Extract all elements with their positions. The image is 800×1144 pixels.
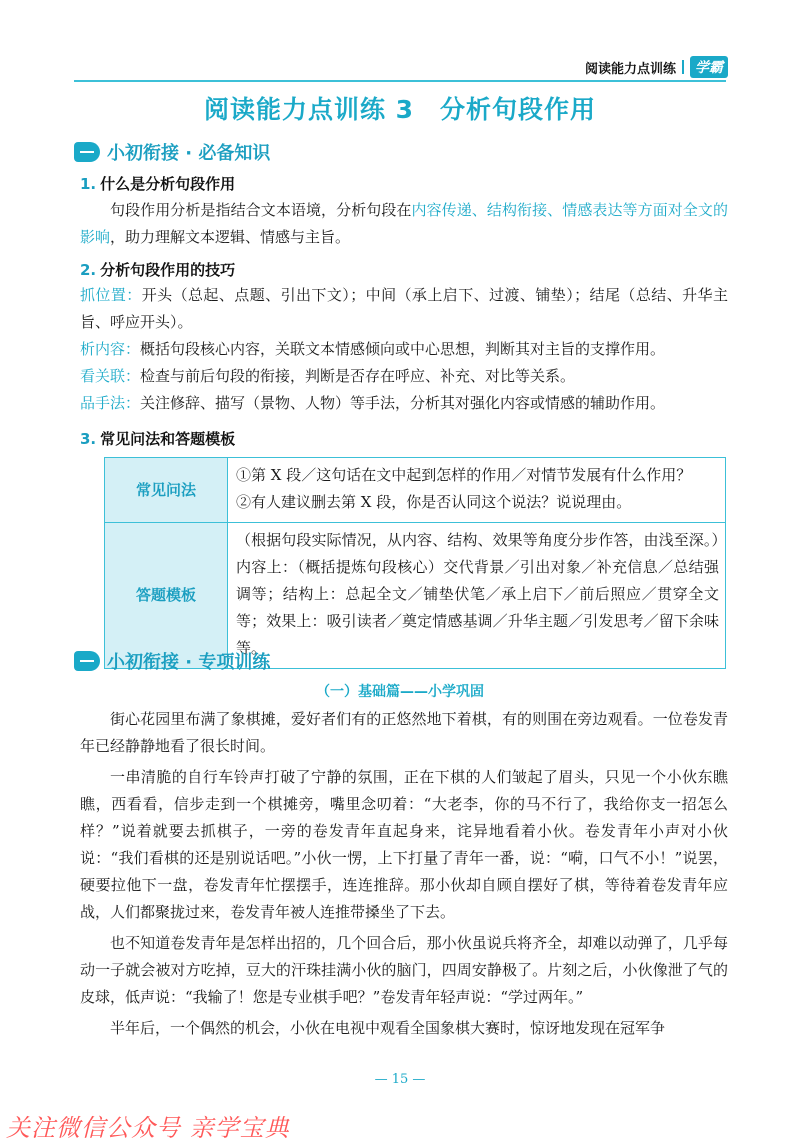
brand-logo: 学霸 — [690, 56, 728, 78]
definition-paragraph: 句段作用分析是指结合文本语境，分析句段在内容传递、结构衔接、情感表达等方面对全文的影响，助力理解文本逻辑、情感与主旨。 — [80, 201, 728, 246]
heading-3: 3. 常见问法和答题模板 — [80, 430, 236, 448]
section-marker-icon — [74, 142, 100, 162]
section-marker-icon — [74, 651, 100, 671]
tip-item: 看关联：检查与前后句段的衔接，判断是否存在呼应、补充、对比等关系。 — [80, 367, 576, 385]
watermark: 关注微信公众号 亲学宝典 — [6, 1114, 290, 1142]
page-number: — 15 — — [374, 1072, 426, 1087]
question-label-cell: 常见问法 — [105, 458, 228, 523]
answer-template-table — [104, 457, 726, 669]
passage-paragraph: 也不知道卷发青年是怎样出招的，几个回合后，那小伙虽说兵将齐全，却难以动弹了，几乎每动一子就会被对方吃掉，豆大的汗珠挂满小伙的脑门，四周安静极了。片刻之后，小伙像泄了气的皮球，低声说：“我输了！您是专业棋手吧？”卷发青年轻声说：“学过两年。” — [80, 934, 728, 1006]
heading-2: 2. 分析句段作用的技巧 — [80, 261, 236, 279]
passage-paragraph: 街心花园里布满了象棋摊，爱好者们有的正悠然地下着棋，有的则围在旁边观看。一位卷发青年已经静静地看了很长时间。 — [80, 710, 728, 755]
running-header — [585, 55, 728, 79]
reading-passage — [80, 706, 728, 1046]
tip-item: 品手法：关注修辞、描写（景物、人物）等手法，分析其对强化内容或情感的辅助作用。 — [80, 394, 666, 412]
question-content-cell: ①第 X 段／这句话在文中起到怎样的作用／对情节发展有什么作用？ ②有人建议删去第 X 段，你是否认同这个说法？说说理由。 — [228, 458, 726, 523]
table-row — [105, 523, 726, 669]
subsection-heading: （一）基础篇——小学巩固 — [316, 684, 484, 700]
header-rule — [74, 80, 726, 82]
answer-content-cell: （根据句段实际情况，从内容、结构、效果等角度分步作答，由浅至深。）内容上：（概括提炼句段核心）交代背景／引出对象／补充信息／总结强调等；结构上：总起全文／铺垫伏笔／承上启下／前后照应／贯穿全文等；效果上：吸引读者／奠定情感基调／升华主题／引发思考／留下余味等。 — [228, 523, 726, 669]
passage-paragraph: 一串清脆的自行车铃声打破了宁静的氛围，正在下棋的人们皱起了眉头，只见一个小伙东瞧瞧，西看看，信步走到一个棋摊旁，嘴里念叨着：“大老李，你的马不行了，我给你支一招怎么样？”说着就要去抓棋子，一旁的卷发青年直起身来，诧异地看着小伙。卷发青年小声对小伙说：“我们看棋的还是别说话吧。”小伙一愣，上下打量了青年一番，说：“嗬，口气不小！”说罢，硬要拉他下一盘，卷发青年忙摆摆手，连连推辞。那小伙却自顾自摆好了棋，等待着卷发青年应战，人们都聚拢过来，卷发青年被人连推带搡坐了下去。 — [80, 768, 728, 921]
tips-list — [80, 282, 728, 417]
section-title: 小初衔接 · 专项训练 — [107, 652, 271, 673]
section-header-knowledge — [74, 139, 270, 165]
highlighted-text: 内容传递、结构衔接、情感表达等方面对全文的影响 — [80, 201, 728, 246]
heading-1: 1. 什么是分析句段作用 — [80, 175, 236, 193]
tip-item: 析内容：概括句段核心内容，关联文本情感倾向或中心思想，判断其对主旨的支撑作用。 — [80, 340, 666, 358]
answer-label-cell: 答题模板 — [105, 523, 228, 669]
page-title: 阅读能力点训练 3 分析句段作用 — [203, 95, 597, 124]
table-row — [105, 458, 726, 523]
section-title: 小初衔接 · 必备知识 — [107, 143, 271, 164]
running-title: 阅读能力点训练 — [584, 61, 676, 77]
tip-item: 抓位置：开头（总起、点题、引出下文）；中间（承上启下、过渡、铺垫）；结尾（总结、升华主旨、呼应开头）。 — [80, 286, 728, 331]
header-separator — [682, 60, 684, 74]
section-header-training — [74, 648, 270, 674]
passage-paragraph: 半年后，一个偶然的机会，小伙在电视中观看全国象棋大赛时，惊讶地发现在冠军争 — [110, 1019, 666, 1037]
